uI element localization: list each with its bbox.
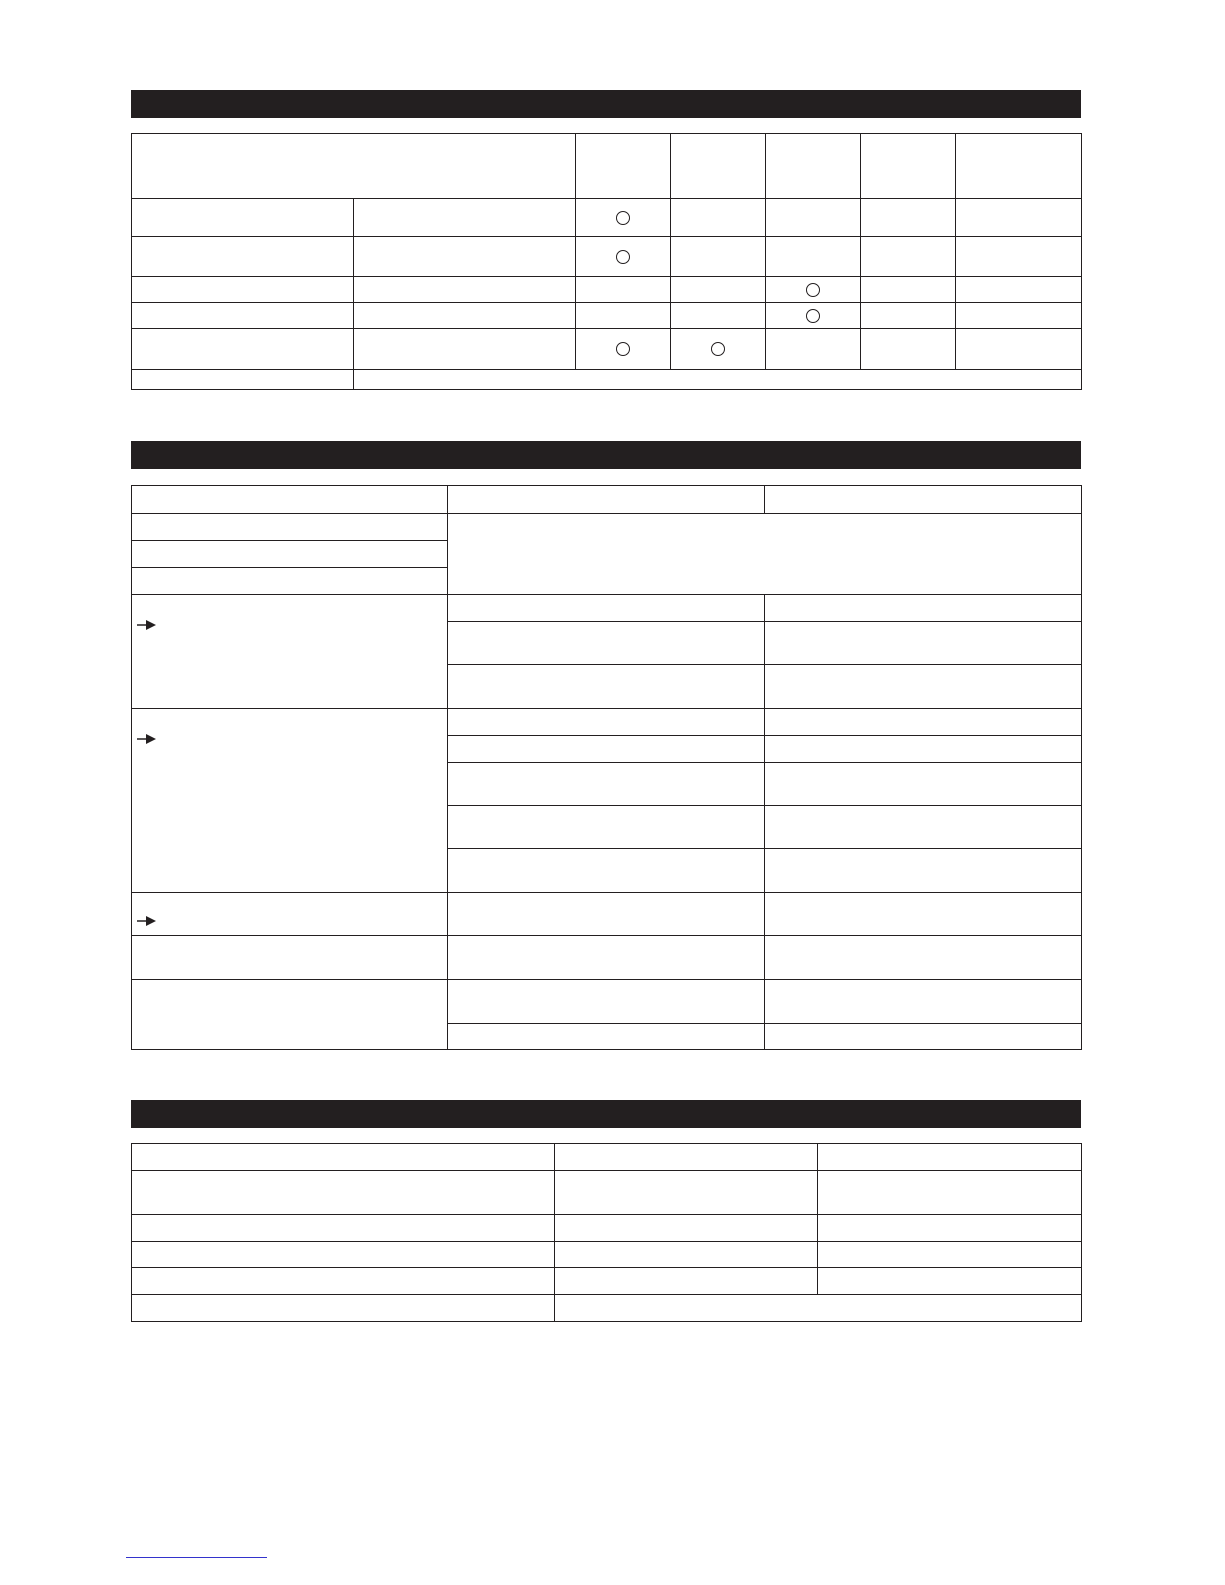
table-cell (354, 329, 576, 370)
circle-icon (616, 250, 630, 264)
table-cell (765, 936, 1082, 980)
table-header-cell (132, 486, 448, 514)
summary-table (131, 1143, 1082, 1322)
table-cell (132, 277, 354, 303)
table-cell (354, 303, 576, 329)
table-cell (766, 329, 861, 370)
table-cell (448, 665, 765, 709)
spec-table (131, 485, 1082, 1050)
table-cell (555, 1268, 818, 1295)
table-cell (132, 329, 354, 370)
table-header-cell (132, 134, 576, 199)
group-label-cell (132, 893, 448, 936)
table-cell (576, 277, 671, 303)
group-label-cell (132, 980, 448, 1050)
table-cell (132, 1242, 555, 1268)
table-cell (818, 1171, 1082, 1215)
table-cell (956, 277, 1082, 303)
table-cell (861, 329, 956, 370)
table-cell (132, 1215, 555, 1242)
table-cell (448, 595, 765, 622)
table-cell (765, 1024, 1082, 1050)
table-cell-wide (555, 1295, 1082, 1322)
table-row (132, 1171, 1082, 1215)
table-header-cell (861, 134, 956, 199)
table-cell (576, 199, 671, 237)
table-row (132, 329, 1082, 370)
arrow-right-icon (136, 619, 158, 631)
table-cell (861, 237, 956, 277)
table-cell (132, 1171, 555, 1215)
table-cell (132, 568, 448, 595)
table-cell (354, 237, 576, 277)
table-header-cell (671, 134, 766, 199)
group-label-cell (132, 595, 448, 709)
table-cell (555, 1215, 818, 1242)
table-cell (576, 303, 671, 329)
table-cell (448, 736, 765, 763)
table-row (132, 486, 1082, 514)
table-row (132, 277, 1082, 303)
table-cell (448, 849, 765, 893)
footer-link-underline (126, 1557, 267, 1558)
table-cell (766, 277, 861, 303)
table-cell (448, 893, 765, 936)
section-1-heading-bar (131, 90, 1081, 118)
table-cell-wide (354, 370, 1082, 390)
table-row (132, 936, 1082, 980)
table-cell (765, 806, 1082, 849)
table-cell (132, 1295, 555, 1322)
table-cell (765, 980, 1082, 1024)
table-cell (132, 514, 448, 541)
table-row (132, 709, 1082, 736)
table-cell (448, 936, 765, 980)
section-2-heading-bar (131, 441, 1081, 469)
table-cell (765, 595, 1082, 622)
table-cell (132, 1268, 555, 1295)
table-cell (448, 1024, 765, 1050)
table-cell (576, 329, 671, 370)
table-cell (671, 303, 766, 329)
table-cell (956, 329, 1082, 370)
table-cell (555, 1242, 818, 1268)
table-cell (765, 622, 1082, 665)
table-cell (448, 622, 765, 665)
table-cell (448, 763, 765, 806)
table-cell (956, 237, 1082, 277)
table-cell (861, 277, 956, 303)
table-cell (766, 199, 861, 237)
table-cell (765, 849, 1082, 893)
table-cell (818, 1215, 1082, 1242)
table-cell (861, 303, 956, 329)
table-row (132, 980, 1082, 1024)
table-cell (671, 329, 766, 370)
table-header-cell (818, 1144, 1082, 1171)
table-header-cell (448, 486, 765, 514)
table-cell (132, 936, 448, 980)
table-header-cell (555, 1144, 818, 1171)
table-row (132, 199, 1082, 237)
table-row (132, 1268, 1082, 1295)
table-header-cell (956, 134, 1082, 199)
table-cell (132, 370, 354, 390)
table-cell (861, 199, 956, 237)
table-row (132, 1295, 1082, 1322)
table-row (132, 1242, 1082, 1268)
table-cell (818, 1268, 1082, 1295)
circle-icon (806, 309, 820, 323)
table-header-cell (576, 134, 671, 199)
table-row (132, 303, 1082, 329)
table-header-cell (765, 486, 1082, 514)
table-cell (576, 237, 671, 277)
circle-icon (616, 211, 630, 225)
table-cell (956, 199, 1082, 237)
table-cell (132, 303, 354, 329)
table-row (132, 1215, 1082, 1242)
table-cell (671, 199, 766, 237)
arrow-right-icon (136, 733, 158, 745)
table-cell (765, 893, 1082, 936)
merged-cell (448, 514, 1082, 595)
table-cell (766, 303, 861, 329)
compatibility-table (131, 133, 1082, 390)
table-cell (555, 1171, 818, 1215)
table-cell (956, 303, 1082, 329)
table-row (132, 134, 1082, 199)
table-row (132, 237, 1082, 277)
table-cell (132, 199, 354, 237)
table-row (132, 893, 1082, 936)
table-cell (671, 237, 766, 277)
table-cell (765, 763, 1082, 806)
table-cell (671, 277, 766, 303)
arrow-right-icon (136, 915, 158, 927)
table-cell (766, 237, 861, 277)
table-cell (448, 806, 765, 849)
table-row (132, 370, 1082, 390)
table-cell (354, 199, 576, 237)
group-label-cell (132, 709, 448, 893)
table-cell (132, 541, 448, 568)
table-row (132, 1144, 1082, 1171)
table-cell (354, 277, 576, 303)
table-header-cell (132, 1144, 555, 1171)
table-cell (132, 237, 354, 277)
table-header-cell (766, 134, 861, 199)
table-cell (818, 1242, 1082, 1268)
circle-icon (711, 342, 725, 356)
table-cell (448, 709, 765, 736)
table-row (132, 514, 1082, 541)
table-cell (765, 736, 1082, 763)
circle-icon (616, 342, 630, 356)
table-cell (448, 980, 765, 1024)
table-cell (765, 665, 1082, 709)
circle-icon (806, 283, 820, 297)
table-cell (765, 709, 1082, 736)
section-3-heading-bar (131, 1100, 1081, 1128)
table-row (132, 595, 1082, 622)
